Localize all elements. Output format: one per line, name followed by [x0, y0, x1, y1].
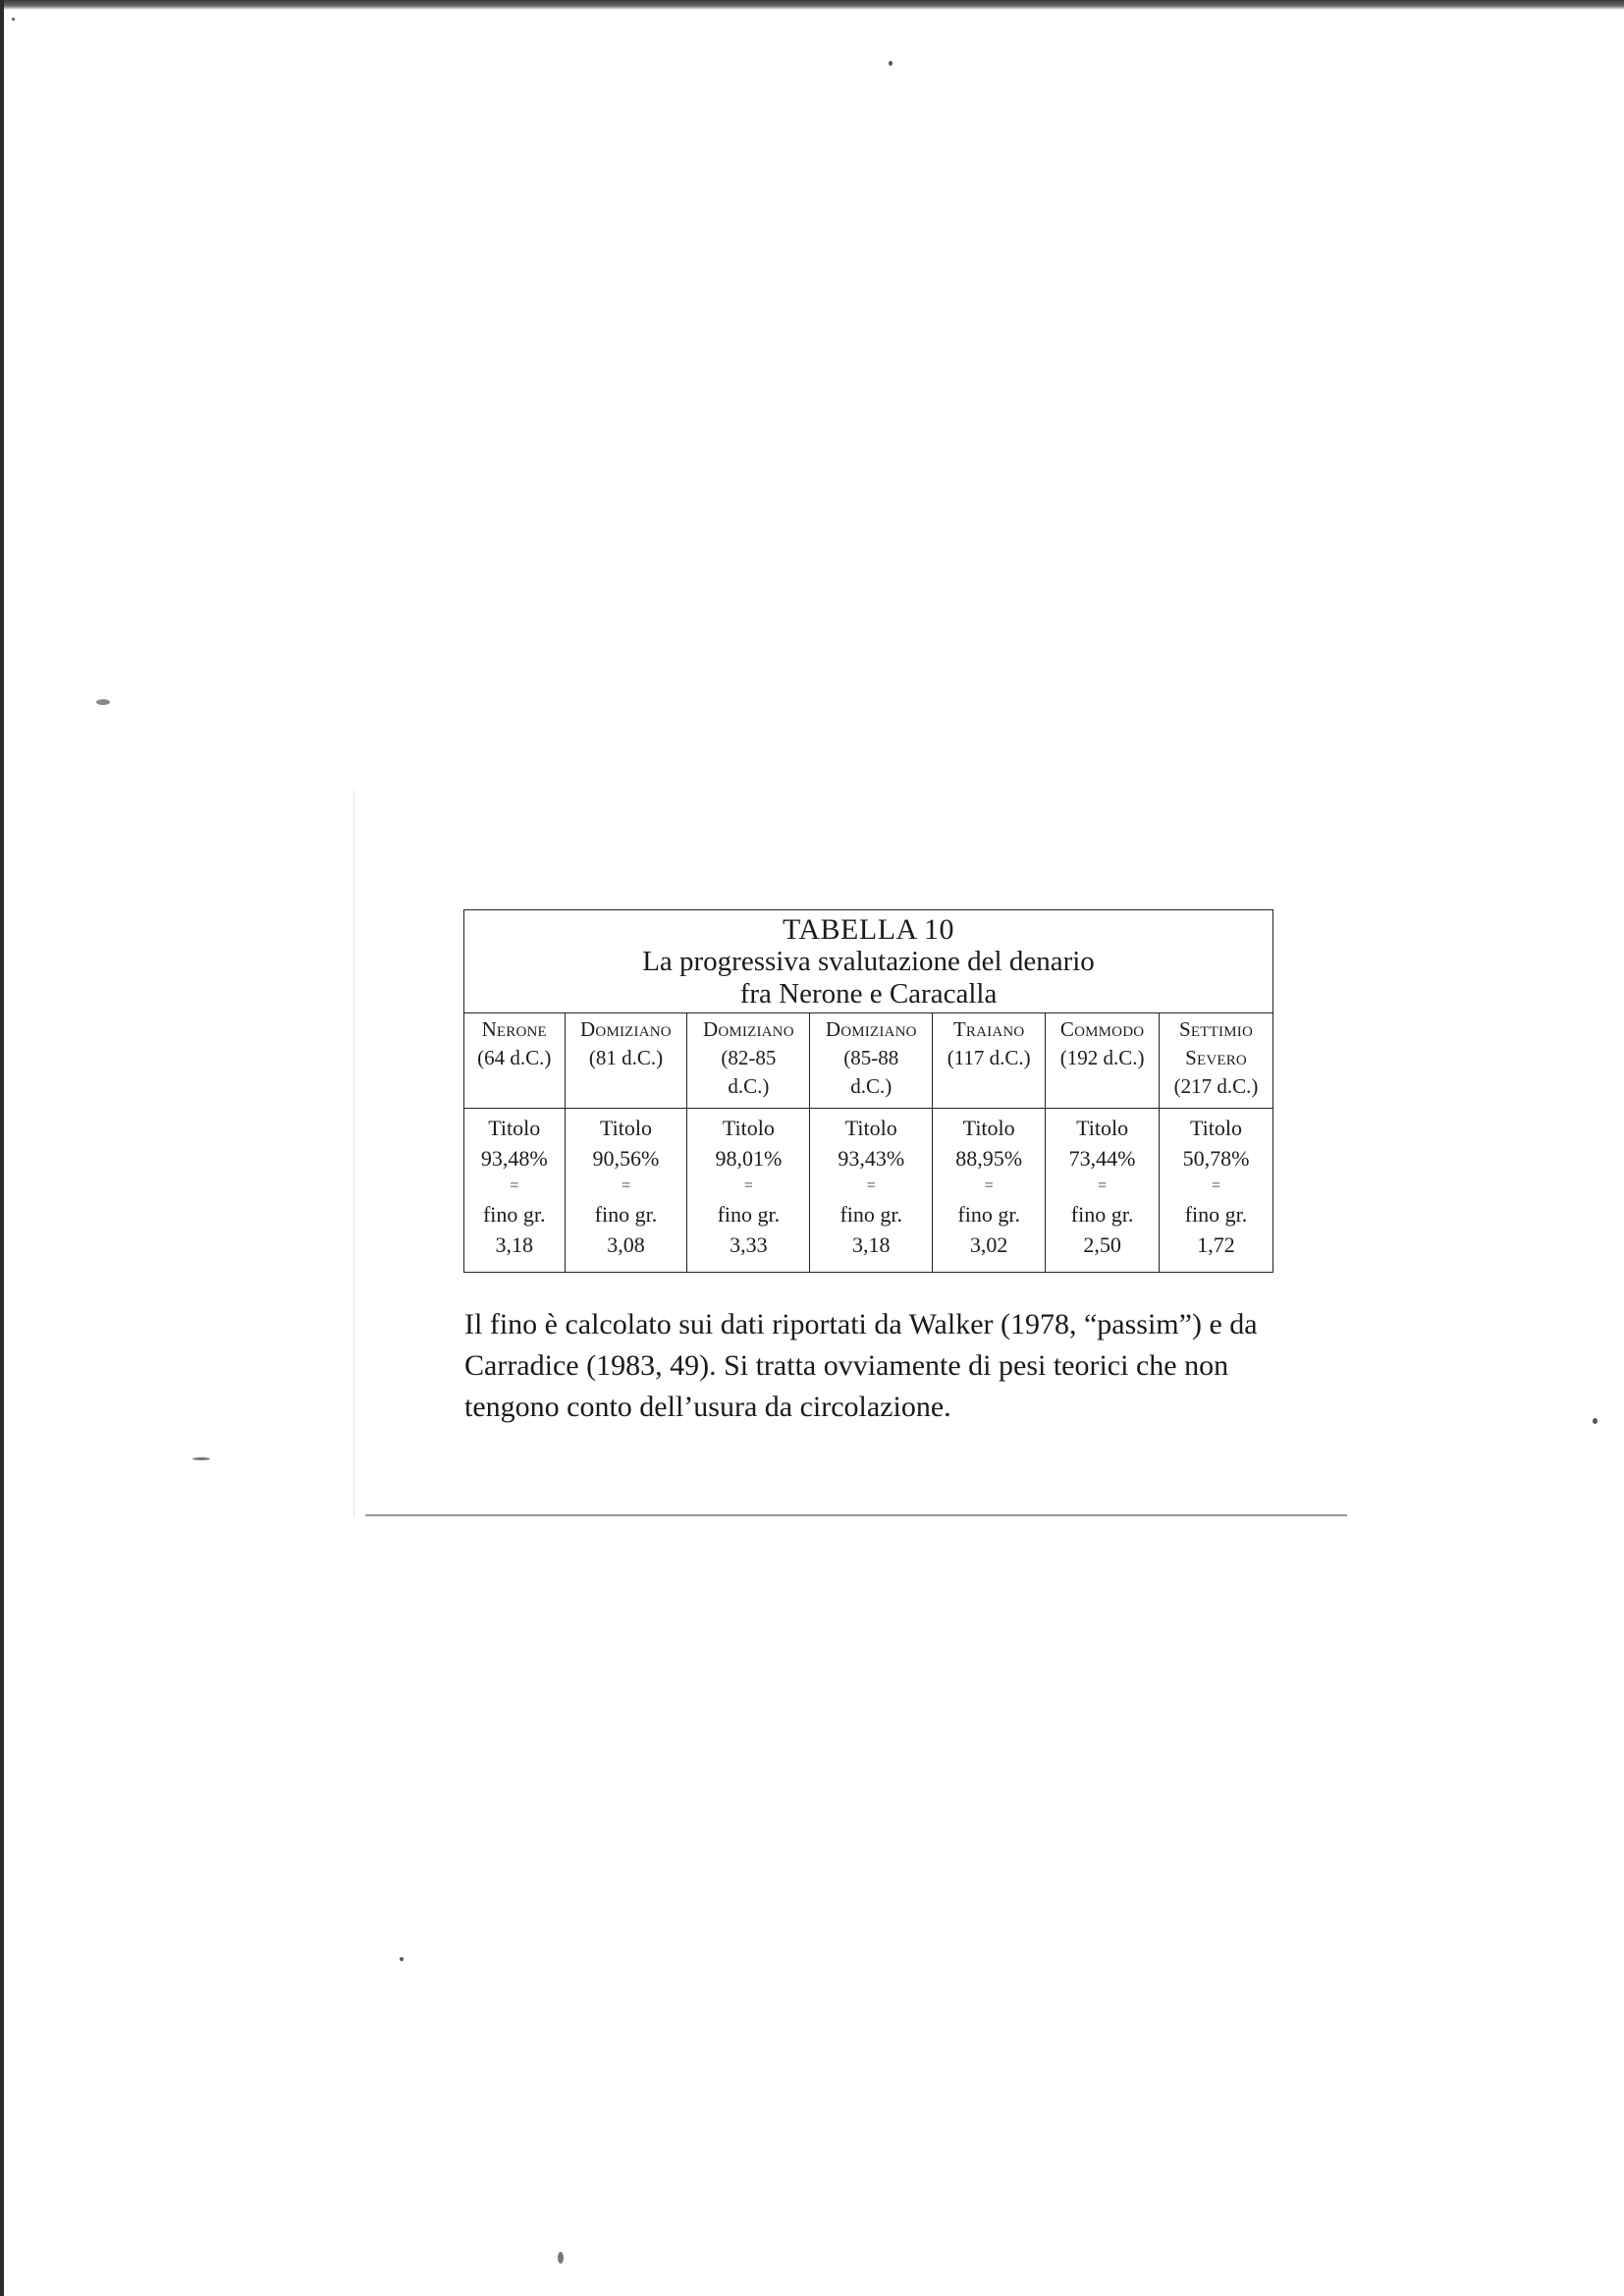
equals-sign: =: [621, 1177, 630, 1194]
table-value-row: [464, 1109, 1273, 1273]
titolo-label: Titolo: [488, 1116, 541, 1140]
emperor-date-cont: d.C.): [850, 1074, 893, 1098]
equals-sign: =: [1212, 1177, 1221, 1194]
titolo-label: Titolo: [1076, 1116, 1129, 1140]
equals-sign: =: [1098, 1177, 1108, 1194]
fino-label: fino gr.: [1184, 1202, 1248, 1227]
emperor-name: Nerone: [481, 1017, 547, 1041]
equals-sign: =: [866, 1177, 876, 1194]
fino-value: 3,18: [495, 1232, 533, 1257]
table-value-cell: [810, 1109, 933, 1273]
titolo-value: 93,43%: [838, 1146, 905, 1171]
emperor-name: Settimio: [1179, 1017, 1253, 1041]
emperor-date: (217 d.C.): [1173, 1074, 1259, 1098]
titolo-label: Titolo: [844, 1116, 897, 1140]
fino-label: fino gr.: [717, 1202, 781, 1227]
table-value-cell: [565, 1109, 687, 1273]
titolo-value: 73,44%: [1068, 1146, 1136, 1171]
table-title: TABELLA 10: [782, 913, 955, 946]
titolo-label: Titolo: [722, 1116, 775, 1140]
emperor-date: (81 d.C.): [588, 1046, 664, 1069]
equals-sign: =: [984, 1177, 994, 1194]
equals-sign: =: [510, 1177, 519, 1194]
table-header-row: [464, 1013, 1273, 1109]
scan-speck: [558, 2252, 564, 2264]
scan-speck: [400, 1957, 404, 1961]
table-value-cell: [687, 1109, 810, 1273]
fino-label: fino gr.: [594, 1202, 658, 1227]
fino-value: 3,08: [607, 1232, 645, 1257]
table-value-cell: [1046, 1109, 1160, 1273]
table-value-cell: [1160, 1109, 1273, 1273]
scan-top-edge: [0, 0, 1624, 10]
table-header-cell: [565, 1013, 687, 1109]
table-subtitle-line2: fra Nerone e Caracalla: [739, 978, 998, 1010]
table-footnote: Il fino è calcolato sui dati riportati da Walker (1978, “passim”) e da Carradice (1983, 49). Si tratta ovviamente di pesi teorici che non tengono conto dell’usura da circolazione.: [464, 1308, 1258, 1423]
titolo-label: Titolo: [599, 1116, 652, 1140]
titolo-value: 98,01%: [715, 1146, 783, 1171]
fino-value: 2,50: [1083, 1232, 1121, 1257]
table-value-cell: [464, 1109, 566, 1273]
fino-value: 3,33: [730, 1232, 768, 1257]
table-header-cell: [464, 1013, 566, 1109]
scan-speck: [96, 699, 110, 705]
emperor-date: (82-85: [721, 1046, 777, 1069]
table-title-row: [464, 910, 1273, 1013]
emperor-date: (192 d.C.): [1059, 1046, 1145, 1069]
emperor-date: (85-88: [843, 1046, 899, 1069]
table-header-cell: [810, 1013, 933, 1109]
scan-speck: [889, 61, 893, 66]
emperor-name: Domiziano: [580, 1017, 672, 1041]
fino-value: 3,18: [852, 1232, 891, 1257]
titolo-value: 90,56%: [592, 1146, 660, 1171]
table-title-cell: [464, 910, 1273, 1013]
scan-speck: [1593, 1418, 1597, 1424]
emperor-name: Domiziano: [825, 1017, 917, 1041]
fino-label: fino gr.: [1070, 1202, 1134, 1227]
emperor-name: Traiano: [952, 1017, 1025, 1041]
titolo-value: 88,95%: [955, 1146, 1023, 1171]
titolo-label: Titolo: [962, 1116, 1015, 1140]
fino-label: fino gr.: [839, 1202, 903, 1227]
table-header-cell: [1160, 1013, 1273, 1109]
table-header-cell: [687, 1013, 810, 1109]
fino-value: 3,02: [969, 1232, 1008, 1257]
table-header-cell: [1046, 1013, 1160, 1109]
fino-label: fino gr.: [482, 1202, 546, 1227]
scan-left-edge: [0, 0, 4, 2296]
scan-speck: [12, 18, 15, 21]
denario-table: [463, 909, 1273, 1273]
emperor-date-cont: d.C.): [728, 1074, 770, 1098]
table-subtitle-line1: La progressiva svalutazione del denario: [642, 946, 1095, 977]
emperor-date: (64 d.C.): [477, 1046, 552, 1069]
titolo-value: 50,78%: [1182, 1146, 1250, 1171]
scan-speck: [192, 1457, 210, 1460]
emperor-name: Commodo: [1059, 1017, 1145, 1041]
titolo-label: Titolo: [1190, 1116, 1243, 1140]
emperor-name: Domiziano: [702, 1017, 794, 1041]
emperor-date: (117 d.C.): [947, 1046, 1031, 1069]
titolo-value: 93,48%: [480, 1146, 548, 1171]
equals-sign: =: [743, 1177, 753, 1194]
fino-value: 1,72: [1197, 1232, 1235, 1257]
emperor-name-cont: Severo: [1185, 1046, 1247, 1069]
table-header-cell: [933, 1013, 1046, 1109]
table-value-cell: [933, 1109, 1046, 1273]
fino-label: fino gr.: [957, 1202, 1020, 1227]
clipping-bottom-edge: [365, 1514, 1347, 1516]
